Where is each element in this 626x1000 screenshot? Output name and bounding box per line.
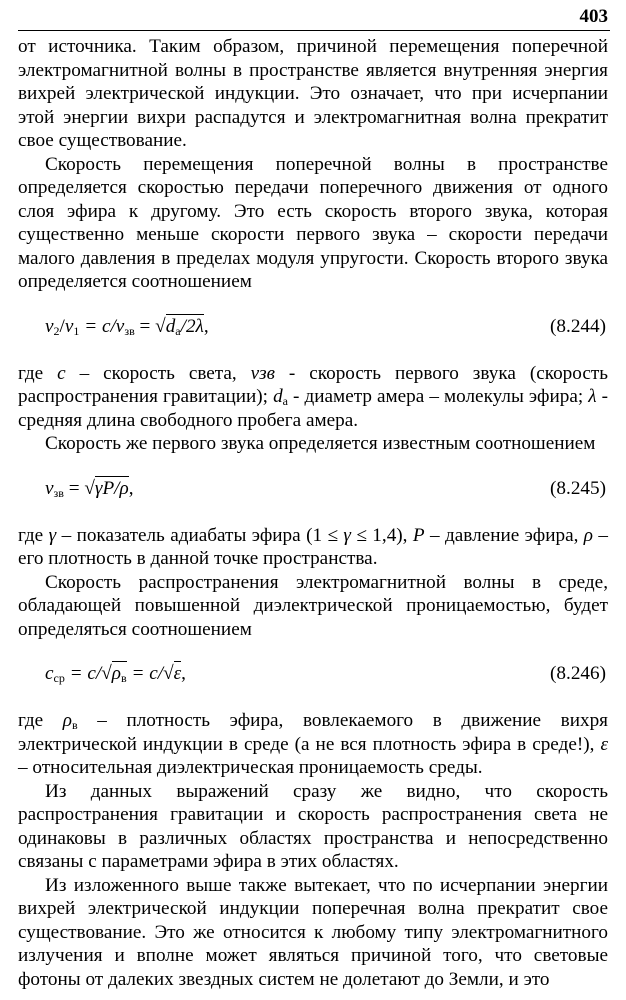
paragraph-2: Скорость перемещения поперечной волны в пространстве определяется скоростью передачи поперечного движения от одного слоя эфира к другому. Это есть скорость второго звука, которая существенно меньше скорости первого звука – скорости передачи малого давления в пределах модуля упругости. Скорость второго звука определяется соотношением (18, 153, 608, 292)
equation-expression: $c_{ср} = c/√\rho_в = c/√\varepsilon$, (45, 663, 186, 685)
equation-number: (8.246) (550, 663, 606, 684)
equation-8-245 (18, 477, 608, 501)
header-rule (18, 30, 610, 31)
paragraph-1: от источника. Таким образом, причиной перемещения поперечной электромагнитной волны в пространстве является внутренняя энергия вихрей электрической индукции. Это означает, что при исчерпании этой энергии вихри распадутся и электромагнитная волна прекратит свое существование. (18, 36, 608, 151)
page-body (18, 35, 608, 991)
equation-number: (8.245) (550, 477, 606, 499)
paragraph-5: где γ – показатель адиабаты эфира (1 ≤ γ ≤ 1,4), P – давление эфира, ρ – его плотность в данной точке пространства. (18, 524, 609, 569)
equation-number: (8.244) (550, 315, 606, 337)
paragraph-7: где $\rho_в$ – плотность эфира, вовлекаемого в движение вихря электрической индукции в среде (а не вся плотность эфира в среде!), ε – относительная диэлектрическая проницаемость среды. (18, 710, 608, 778)
page-number: 403 (579, 6, 608, 27)
paragraph-3: где c – скорость света, vзв - скорость первого звука (скорость распространения гравитации); $d_а$ - диаметр амера – молекулы эфира; λ - средняя длина свободного пробега амера. (18, 362, 609, 431)
equation-expression: $v_2/v_1 = c/v_{зв} = √d_а/2\lambda$, (45, 315, 209, 338)
equation-expression: $v_{зв} = √\gamma P/\rho$, (45, 477, 134, 500)
paragraph-8: Из данных выражений сразу же видно, что скорость распространения гравитации и скорость распространения света не одинаковы в различных областях пространства и непосредственно связаны с параметрами эфира в этих областях. (18, 780, 608, 872)
equation-8-244 (18, 315, 608, 339)
paragraph-4: Скорость же первого звука определяется известным соотношением (45, 433, 596, 454)
paragraph-6: Скорость распространения электромагнитной волны в среде, обладающей повышенной диэлектрической проницаемостью, будет определяться соотношением (18, 571, 608, 640)
equation-8-246 (18, 662, 608, 686)
paragraph-9: Из изложенного выше также вытекает, что по исчерпании энергии вихрей электрической индукции поперечная волна прекратит свое существование. Это же относится к любому типу электромагнитного излучения и вполне может являться причиной того, что световые фотоны от далеких звездных систем не долетают до Земли, и это (18, 874, 608, 990)
